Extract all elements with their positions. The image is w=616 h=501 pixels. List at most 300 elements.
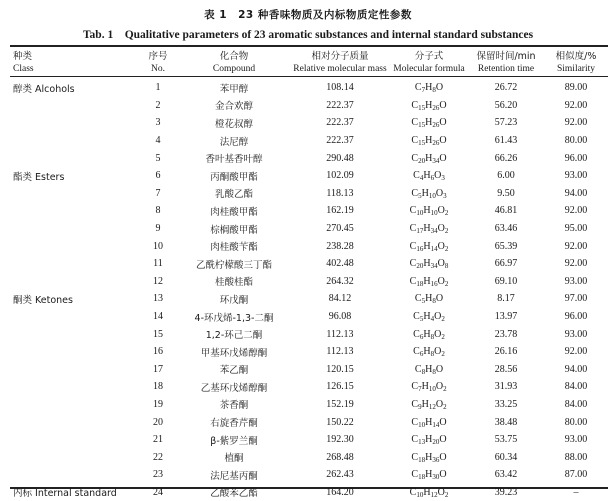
compound-cell: 植酮: [224, 453, 244, 465]
formula-element: O: [439, 451, 447, 463]
formula-element: H: [425, 434, 433, 446]
formula-subscript: 20: [418, 156, 426, 165]
molecular-formula-cell: [390, 413, 468, 431]
compound-cell: 苯乙酮: [219, 365, 249, 377]
number-cell: 19: [153, 398, 163, 410]
number-cell: 23: [153, 469, 163, 481]
formula-element: O: [437, 240, 445, 252]
formula-subscript: 2: [444, 227, 449, 236]
similarity-cell: 92.00: [564, 346, 588, 358]
class-cell: [10, 361, 138, 379]
table-row: [10, 325, 608, 343]
formula-element: C: [409, 223, 417, 235]
class-cell: [10, 413, 138, 431]
formula-element: C: [414, 293, 422, 305]
molecular-mass-cell: 192.30: [326, 434, 354, 446]
molecular-mass-cell: 262.43: [326, 469, 354, 481]
class-cell: [10, 325, 138, 343]
compound-cell: β-紫罗兰酮: [210, 435, 258, 447]
formula-subscript: 14: [430, 244, 438, 253]
table-row: [10, 378, 608, 396]
number-cell: 17: [153, 363, 163, 375]
formula-element: C: [411, 381, 419, 393]
similarity-cell: 92.00: [564, 258, 588, 270]
header-row: [10, 47, 608, 79]
formula-subscript: 10: [430, 209, 438, 218]
number-cell: 2: [155, 99, 161, 111]
molecular-formula-cell: [390, 132, 468, 150]
similarity-cell: 94.00: [564, 187, 588, 199]
number-cell: 5: [155, 152, 161, 164]
compound-cell: 橙花叔醇: [214, 118, 253, 130]
formula-element: O: [439, 117, 447, 129]
formula-subscript: 2: [443, 402, 447, 411]
compound-cell: 金合欢醇: [214, 101, 253, 113]
formula-element: H: [421, 381, 429, 393]
table-row: [10, 466, 608, 484]
retention-time-cell: 38.48: [494, 416, 518, 428]
similarity-cell: 87.00: [564, 469, 588, 481]
formula-subscript: 6: [430, 174, 435, 183]
formula-element: H: [425, 451, 433, 463]
formula-subscript: 26: [432, 139, 440, 148]
similarity-cell: 84.00: [564, 381, 588, 393]
formula-element: O: [437, 205, 445, 217]
formula-subscript: 8: [430, 332, 435, 341]
table-row: [10, 79, 608, 97]
molecular-formula-cell: [390, 273, 468, 291]
table-row: [10, 396, 608, 414]
formula-subscript: 2: [444, 209, 449, 218]
formula-element: H: [423, 170, 431, 182]
retention-time-cell: 60.34: [494, 451, 518, 463]
number-cell: 15: [153, 328, 163, 340]
formula-subscript: 2: [441, 315, 445, 324]
header-compound: 化合物 Compound: [212, 50, 256, 74]
formula-element: H: [425, 293, 433, 305]
formula-element: C: [414, 82, 422, 94]
class-cell: [10, 396, 138, 414]
similarity-cell: 93.00: [564, 170, 588, 182]
class-cell: [10, 308, 138, 326]
formula-subscript: 10: [418, 420, 426, 429]
compound-cell: 茶香酮: [219, 400, 249, 412]
compound-cell: 法尼醇: [219, 136, 249, 148]
molecular-mass-cell: 152.19: [326, 398, 354, 410]
table-row: [10, 273, 608, 291]
formula-element: H: [423, 346, 431, 358]
number-cell: 4: [155, 135, 161, 147]
number-cell: 14: [153, 311, 163, 323]
class-cell: 醇类 Alcohols: [13, 83, 75, 95]
molecular-formula-cell: [390, 361, 468, 379]
class-cell: [10, 185, 138, 203]
molecular-mass-cell: 222.37: [326, 99, 354, 111]
table-row: [10, 202, 608, 220]
class-cell: [10, 202, 138, 220]
molecular-mass-cell: 84.12: [328, 293, 352, 305]
molecular-formula-cell: [390, 343, 468, 361]
similarity-cell: 88.00: [564, 451, 588, 463]
number-cell: 8: [155, 205, 161, 217]
formula-subscript: 7: [421, 86, 426, 95]
retention-time-cell: 23.78: [494, 328, 518, 340]
table-row: [10, 97, 608, 115]
formula-element: H: [423, 223, 431, 235]
formula-subscript: 18: [418, 473, 426, 482]
formula-subscript: 2: [441, 332, 445, 341]
molecular-formula-cell: [390, 202, 468, 220]
similarity-cell: 89.00: [564, 82, 588, 94]
similarity-cell: 95.00: [564, 223, 588, 235]
retention-time-cell: 8.17: [497, 293, 515, 305]
compound-cell: 香叶基香叶醇: [205, 154, 263, 166]
header-mass: 相对分子质量 Relative molecular mass: [293, 50, 387, 74]
number-cell: 20: [153, 416, 163, 428]
formula-subscript: 6: [419, 350, 424, 359]
molecular-mass-cell: 96.08: [328, 311, 352, 323]
table-caption-en: Tab. 1 Qualitative parameters of 23 aromatic substances and internal standard substances: [82, 29, 534, 41]
header-formula: 分子式 Molecular formula: [393, 50, 465, 74]
similarity-cell: 92.00: [564, 205, 588, 217]
table-row: [10, 361, 608, 379]
retention-time-cell: 13.97: [494, 311, 518, 323]
formula-subscript: 12: [428, 402, 436, 411]
molecular-formula-cell: [390, 484, 468, 501]
compound-cell: 乳酸乙酯: [214, 189, 253, 201]
formula-subscript: 26: [432, 121, 440, 130]
number-cell: 9: [155, 223, 161, 235]
molecular-formula-cell: [390, 290, 468, 308]
formula-element: O: [439, 99, 447, 111]
formula-element: O: [439, 434, 447, 446]
formula-element: C: [411, 99, 419, 111]
number-cell: 12: [153, 275, 163, 287]
formula-element: O: [434, 328, 442, 340]
table-row: [10, 185, 608, 203]
formula-subscript: 18: [418, 455, 426, 464]
formula-subscript: 15: [418, 139, 426, 148]
retention-time-cell: 39.23: [494, 486, 518, 498]
formula-subscript: 34: [430, 227, 438, 236]
table-row: [10, 132, 608, 150]
molecular-formula-cell: [390, 378, 468, 396]
class-cell: [10, 273, 138, 291]
molecular-mass-cell: 270.45: [326, 223, 354, 235]
molecular-formula-cell: [390, 255, 468, 273]
retention-time-cell: 31.93: [494, 381, 518, 393]
number-cell: 10: [153, 240, 163, 252]
retention-time-cell: 69.10: [494, 275, 518, 287]
formula-element: O: [435, 187, 444, 199]
class-cell: [10, 220, 138, 238]
formula-element: H: [423, 311, 431, 323]
formula-subscript: 2: [444, 279, 449, 288]
formula-subscript: 2: [444, 490, 449, 499]
class-cell: [10, 431, 138, 449]
compound-cell: 棕榈酸甲酯: [210, 224, 258, 236]
formula-subscript: 4: [430, 315, 435, 324]
formula-subscript: 16: [430, 279, 438, 288]
molecular-mass-cell: 222.37: [326, 117, 354, 129]
formula-subscript: 5: [421, 297, 426, 306]
formula-element: C: [411, 187, 419, 199]
parameters-table: [10, 47, 608, 501]
formula-element: H: [425, 363, 433, 375]
similarity-cell: 93.00: [564, 328, 588, 340]
formula-element: H: [425, 135, 433, 147]
formula-subscript: 34: [430, 262, 438, 271]
class-cell: [10, 237, 138, 255]
formula-subscript: 12: [430, 490, 438, 499]
formula-subscript: 15: [418, 121, 426, 130]
formula-subscript: 10: [428, 385, 436, 394]
retention-time-cell: 33.25: [494, 398, 518, 410]
molecular-mass-cell: 268.48: [326, 451, 354, 463]
formula-element: C: [409, 240, 417, 252]
compound-cell: 乙酰柠檬酸三丁酯: [195, 259, 272, 271]
molecular-mass-cell: 238.28: [326, 240, 354, 252]
formula-subscript: 17: [416, 227, 424, 236]
molecular-formula-cell: [390, 431, 468, 449]
number-cell: 13: [153, 293, 163, 305]
formula-element: H: [425, 117, 433, 129]
formula-element: O: [437, 275, 445, 287]
table-row: [10, 114, 608, 132]
similarity-cell: 93.00: [564, 434, 588, 446]
formula-subscript: 13: [418, 438, 426, 447]
formula-element: C: [411, 398, 419, 410]
formula-element: O: [435, 363, 444, 375]
class-cell: [10, 132, 138, 150]
formula-element: H: [423, 275, 431, 287]
class-cell: [10, 255, 138, 273]
molecular-mass-cell: 162.19: [326, 205, 354, 217]
formula-element: O: [439, 416, 447, 428]
molecular-formula-cell: [390, 308, 468, 326]
header-retention: 保留时间/min Retention time: [476, 50, 536, 74]
number-cell: 24: [153, 486, 163, 498]
compound-cell: 甲基环戊烯醇酮: [200, 347, 268, 359]
formula-subscript: 8: [432, 297, 436, 306]
molecular-mass-cell: 108.14: [326, 82, 354, 94]
retention-time-cell: 63.46: [494, 223, 518, 235]
molecular-mass-cell: 222.37: [326, 135, 354, 147]
formula-element: O: [437, 486, 445, 498]
retention-time-cell: 61.43: [494, 135, 518, 147]
formula-subscript: 18: [416, 279, 424, 288]
retention-time-cell: 66.26: [494, 152, 518, 164]
formula-subscript: 8: [432, 86, 436, 95]
compound-cell: 苯甲醇: [219, 83, 249, 95]
table-row: [10, 484, 608, 501]
formula-element: O: [434, 346, 442, 358]
similarity-cell: 96.00: [564, 152, 588, 164]
formula-subscript: 4: [419, 174, 424, 183]
retention-time-cell: 28.56: [494, 363, 518, 375]
class-cell: [10, 448, 138, 466]
molecular-mass-cell: 102.09: [326, 170, 354, 182]
formula-element: C: [411, 416, 419, 428]
formula-element: C: [411, 152, 419, 164]
formula-element: C: [411, 434, 419, 446]
number-cell: 3: [155, 117, 161, 129]
class-cell: 酮类 Ketones: [13, 294, 73, 306]
table-row: [10, 149, 608, 167]
table-caption-zh: 表 1 23 种香味物质及内标物质定性参数: [204, 9, 412, 21]
formula-element: O: [437, 258, 445, 270]
formula-subscript: 8: [421, 367, 426, 376]
formula-element: C: [414, 363, 422, 375]
molecular-mass-cell: 112.13: [326, 328, 354, 340]
similarity-cell: 93.00: [564, 275, 588, 287]
table-body: [10, 79, 608, 501]
molecular-mass-cell: 164.20: [326, 486, 354, 498]
formula-subscript: 30: [432, 473, 440, 482]
formula-subscript: 8: [444, 262, 449, 271]
formula-element: H: [421, 187, 429, 199]
molecular-formula-cell: [390, 466, 468, 484]
formula-subscript: 14: [432, 420, 440, 429]
number-cell: 1: [155, 82, 161, 94]
molecular-formula-cell: [390, 97, 468, 115]
formula-element: H: [423, 328, 431, 340]
formula-subscript: 3: [441, 174, 445, 183]
number-cell: 18: [153, 381, 163, 393]
formula-element: C: [411, 117, 419, 129]
number-cell: 22: [153, 451, 163, 463]
formula-subscript: 20: [432, 438, 440, 447]
molecular-formula-cell: [390, 220, 468, 238]
formula-element: C: [413, 346, 420, 358]
molecular-formula-cell: [390, 448, 468, 466]
molecular-formula-cell: [390, 185, 468, 203]
compound-cell: 肉桂酸苄酯: [210, 242, 258, 254]
formula-subscript: 5: [419, 315, 424, 324]
formula-subscript: 2: [441, 350, 445, 359]
formula-element: H: [425, 416, 433, 428]
formula-subscript: 16: [416, 244, 424, 253]
similarity-cell: 97.00: [564, 293, 588, 305]
molecular-formula-cell: [390, 114, 468, 132]
number-cell: 7: [155, 187, 161, 199]
table-row: [10, 431, 608, 449]
molecular-mass-cell: 264.32: [326, 275, 354, 287]
formula-subscript: 10: [428, 191, 436, 200]
class-cell: [10, 114, 138, 132]
class-cell: [10, 466, 138, 484]
formula-element: H: [423, 258, 431, 270]
similarity-cell: 92.00: [564, 99, 588, 111]
formula-element: O: [439, 469, 447, 481]
formula-subscript: 8: [430, 350, 435, 359]
similarity-cell: 80.00: [564, 416, 588, 428]
compound-cell: 1,2-环己二酮: [205, 330, 263, 342]
compound-cell: 4-环戊烯-1,3-二酮: [194, 312, 274, 324]
header-no: 序号 No.: [148, 50, 168, 74]
compound-cell: 肉桂酸甲酯: [210, 206, 258, 218]
compound-cell: 右旋香芹酮: [210, 418, 258, 430]
formula-element: O: [439, 135, 447, 147]
formula-element: C: [413, 311, 420, 323]
formula-element: H: [425, 152, 433, 164]
formula-subscript: 9: [418, 402, 422, 411]
compound-cell: 环戊酮: [219, 294, 249, 306]
retention-time-cell: 56.20: [494, 99, 518, 111]
retention-time-cell: 46.81: [494, 205, 518, 217]
formula-subscript: 20: [416, 262, 424, 271]
formula-element: O: [435, 82, 444, 94]
formula-element: O: [435, 398, 444, 410]
formula-element: O: [439, 152, 447, 164]
formula-element: C: [411, 135, 419, 147]
formula-subscript: 6: [419, 332, 424, 341]
number-cell: 6: [155, 170, 161, 182]
formula-subscript: 10: [416, 209, 424, 218]
formula-subscript: 8: [432, 367, 436, 376]
retention-time-cell: 66.97: [494, 258, 518, 270]
molecular-mass-cell: 118.13: [326, 187, 354, 199]
similarity-cell: –: [573, 486, 579, 498]
molecular-mass-cell: 120.15: [326, 363, 354, 375]
formula-subscript: 36: [432, 455, 440, 464]
number-cell: 21: [153, 434, 163, 446]
similarity-cell: 94.00: [564, 363, 588, 375]
similarity-cell: 92.00: [564, 117, 588, 129]
formula-element: C: [409, 275, 417, 287]
similarity-cell: 84.00: [564, 398, 588, 410]
number-cell: 11: [153, 258, 163, 270]
molecular-formula-cell: [390, 396, 468, 414]
formula-element: O: [434, 170, 442, 182]
compound-cell: 丙酮酸甲酯: [210, 171, 258, 183]
retention-time-cell: 26.16: [494, 346, 518, 358]
retention-time-cell: 26.72: [494, 82, 518, 94]
formula-subscript: 2: [444, 244, 449, 253]
molecular-formula-cell: [390, 149, 468, 167]
formula-element: C: [411, 469, 419, 481]
formula-subscript: 34: [432, 156, 440, 165]
formula-subscript: 5: [418, 191, 422, 200]
retention-time-cell: 53.75: [494, 434, 518, 446]
formula-subscript: 3: [443, 191, 447, 200]
retention-time-cell: 63.42: [494, 469, 518, 481]
number-cell: 16: [153, 346, 163, 358]
retention-time-cell: 65.39: [494, 240, 518, 252]
formula-subscript: 2: [443, 385, 447, 394]
molecular-formula-cell: [390, 79, 468, 97]
molecular-mass-cell: 112.13: [326, 346, 354, 358]
class-cell: [10, 149, 138, 167]
formula-subscript: 26: [432, 103, 440, 112]
formula-element: O: [435, 381, 444, 393]
table-row: [10, 255, 608, 273]
table-row: [10, 343, 608, 361]
similarity-cell: 80.00: [564, 135, 588, 147]
table-row: [10, 167, 608, 185]
compound-cell: 乙基环戊烯醇酮: [200, 382, 268, 394]
formula-element: C: [409, 258, 417, 270]
header-similarity: 相似度/% Similarity: [555, 50, 597, 74]
formula-element: H: [425, 469, 433, 481]
retention-time-cell: 57.23: [494, 117, 518, 129]
formula-element: C: [409, 486, 417, 498]
retention-time-cell: 9.50: [497, 187, 515, 199]
formula-element: H: [425, 99, 433, 111]
formula-element: H: [423, 486, 431, 498]
table-row: [10, 237, 608, 255]
formula-element: C: [409, 205, 417, 217]
